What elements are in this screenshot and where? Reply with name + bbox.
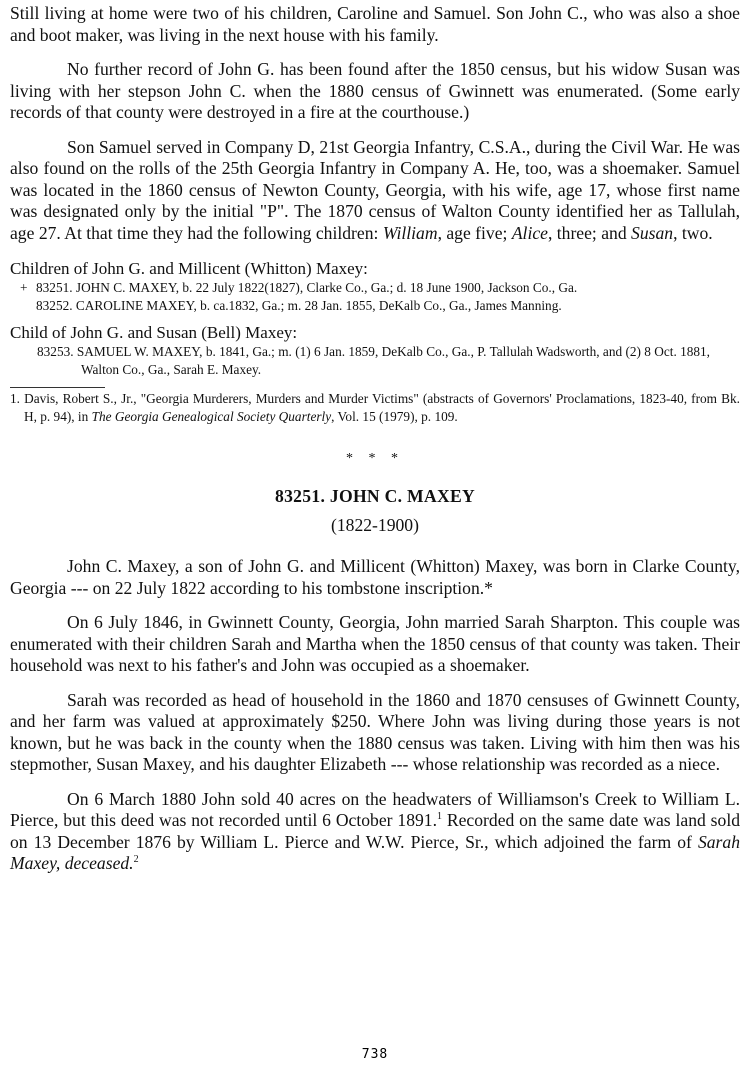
footnote-rule [10, 387, 105, 388]
section-dates: (1822-1900) [331, 515, 419, 535]
paragraph-marriage: On 6 July 1846, in Gwinnett County, Georgia, John married Sarah Sharpton. This couple was enumerated with their children Sarah and Martha when the 1850 census of that county was taken. Their household was next to his father's and John was occupied as a shoemaker. [10, 612, 740, 675]
footnote-ref: 1 [437, 811, 442, 823]
paragraph-birth: John C. Maxey, a son of John G. and Millicent (Whitton) Maxey, was born in Clarke County, Georgia --- on 22 July 1822 according to his tombstone inscription.* [10, 556, 740, 598]
continuation-mark: + [20, 280, 28, 295]
children-heading: Children of John G. and Millicent (Whitton) Maxey: [10, 259, 368, 278]
deceased-note: Sarah Maxey, deceased. [10, 831, 740, 873]
journal-title: The Georgia Genealogical Society Quarterly [91, 408, 332, 424]
children-list-millicent [10, 258, 740, 315]
child-name-susan: Susan [631, 222, 674, 243]
paragraph-land-deed: On 6 March 1880 John sold 40 acres on the headwaters of Williamson's Creek to William L. Pierce, but this deed was not recorded until 6 October 1891.$^1$ Recorded on the same date was land sold on 13 December 1876 by William L. Pierce and W.W. Pierce, Sr., which adjoined the farm of Sarah Maxey, deceased.$^2$ [10, 788, 741, 873]
child-entry: 83252. CAROLINE MAXEY, b. ca.1832, Ga.; m. 28 Jan. 1855, DeKalb Co., Ga., James Manning. [36, 298, 562, 313]
paragraph-son-samuel: Son Samuel served in Company D, 21st Georgia Infantry, C.S.A., during the Civil War. He was also found on the rolls of the 25th Georgia Infantry in Company A. He, too, was a shoemaker. Samuel was located in the 1860 census of Newton County, Georgia, with his wife, age 17, whose first name was designated only by the initial "P". The 1870 census of Walton County identified her as Tallulah, age 27. At that time they had the following children: William, age five; Alice, three; and Susan, two. [10, 136, 740, 243]
section-heading: 83251. JOHN C. MAXEY [274, 486, 475, 506]
child-entry: + 83251. JOHN C. MAXEY, b. 22 July 1822(1827), Clarke Co., Ga.; d. 18 June 1900, Jackson Co., Ga. [20, 280, 578, 295]
children-heading: Child of John G. and Susan (Bell) Maxey: [10, 323, 298, 342]
child-name-alice: Alice [511, 222, 548, 243]
child-entry: 83253. SAMUEL W. MAXEY, b. 1841, Ga.; m. (1) 6 Jan. 1859, DeKalb Co., Ga., P. Tallulah Wadsworth, and (2) 8 Oct. 1881, Walton Co., Ga., Sarah E. Maxey. [37, 344, 711, 377]
section-separator: * * * [346, 451, 404, 466]
footnote-ref: 2 [133, 854, 139, 866]
paragraph-censuses: Sarah was recorded as head of household in the 1860 and 1870 censuses of Gwinnett County, and her farm was valued at approximately $250. Where John was living during those years is not known, but he was back in the county when the 1880 census was taken. Living with him then was his stepmother, Susan Maxey, and his daughter Elizabeth --- whose relationship was recorded as a niece. [10, 689, 740, 774]
children-list-susan [10, 322, 740, 379]
page-number: 738 [361, 1047, 389, 1062]
paragraph-children-at-home: Still living at home were two of his children, Caroline and Samuel. Son John C., who was also a shoe and boot maker, was living in the next house with his family. [10, 3, 740, 45]
footnote: 1. Davis, Robert S., Jr., "Georgia Murderers, Murders and Murder Victims" (abstracts of Governors' Proclamations, 1823-40, from Bk. H, p. 94), in The Georgia Genealogical Society Quarterly, Vol. 15 (1979), p. 109. [10, 391, 740, 424]
paragraph-widow-susan: No further record of John G. has been found after the 1850 census, but his widow Susan was living with her stepson John C. when the 1880 census of Gwinnett was enumerated. (Some early records of that county were destroyed in a fire at the courthouse.) [10, 59, 740, 122]
child-name-william: William [382, 222, 438, 243]
